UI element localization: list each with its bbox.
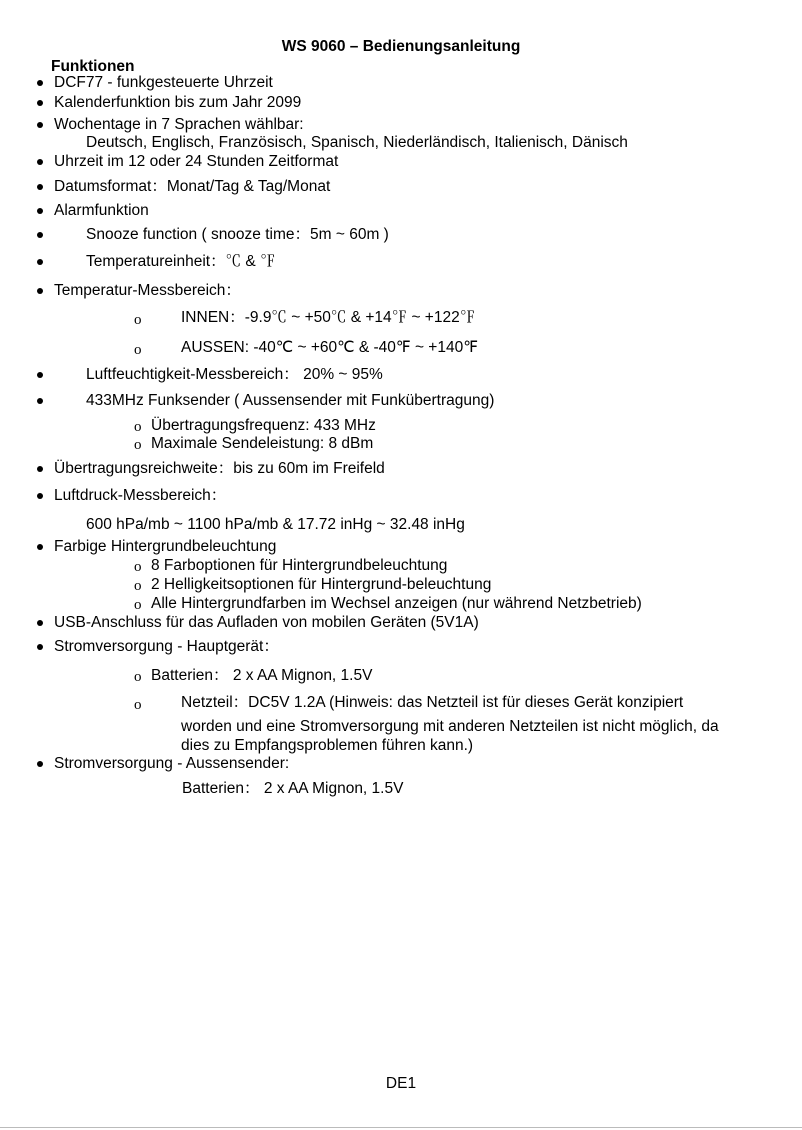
- feature-transmission-range: Übertragungsreichweite：bis zu 60m im Freifeld: [54, 460, 385, 477]
- backlight-colors: 8 Farboptionen für Hintergrundbeleuchtung: [151, 557, 448, 574]
- feature-time-format: Uhrzeit im 12 oder 24 Stunden Zeitformat: [54, 153, 339, 170]
- bullet: [37, 80, 43, 86]
- bullet: [37, 184, 43, 190]
- bullet: [37, 544, 43, 550]
- temperature-indoor: INNEN：-9.9℃ ~ +50℃ & +14℉ ~ +122℉: [181, 309, 476, 326]
- feature-snooze: Snooze function ( snooze time：5m ~ 60m ): [86, 226, 389, 243]
- power-sensor-batteries: Batterien： 2 x AA Mignon, 1.5V: [182, 780, 404, 797]
- bullet: [37, 761, 43, 767]
- bullet: [37, 493, 43, 499]
- bullet: [37, 398, 43, 404]
- page-bottom-rule: [0, 1127, 802, 1128]
- page-title: WS 9060 – Bedienungsanleitung: [281, 38, 521, 55]
- pressure-range-values: 600 hPa/mb ~ 1100 hPa/mb & 17.72 inHg ~ 32.48 inHg: [86, 516, 465, 533]
- bullet: [37, 232, 43, 238]
- feature-power-sensor: Stromversorgung - Aussensender:: [54, 755, 290, 772]
- bullet: [37, 122, 43, 128]
- bullet: [37, 159, 43, 165]
- backlight-brightness: 2 Helligkeitsoptionen für Hintergrund-beleuchtung: [151, 576, 492, 593]
- feature-dcf77: DCF77 - funkgesteuerte Uhrzeit: [54, 74, 273, 91]
- feature-alarm: Alarmfunktion: [54, 202, 149, 219]
- bullet: [37, 208, 43, 214]
- sub-bullet-marker: o: [134, 559, 142, 575]
- feature-calendar: Kalenderfunktion bis zum Jahr 2099: [54, 94, 302, 111]
- feature-power-main: Stromversorgung - Hauptgerät：: [54, 638, 279, 655]
- feature-date-format: Datumsformat：Monat/Tag & Tag/Monat: [54, 178, 331, 195]
- sub-bullet-marker: o: [134, 597, 142, 613]
- backlight-cycle: Alle Hintergrundfarben im Wechsel anzeigen (nur während Netzbetrieb): [151, 595, 642, 612]
- sub-bullet-marker: o: [134, 578, 142, 594]
- feature-pressure-range: Luftdruck-Messbereich：: [54, 487, 227, 504]
- transmitter-frequency: Übertragungsfrequenz: 433 MHz: [151, 417, 376, 434]
- feature-transmitter: 433MHz Funksender ( Aussensender mit Funkübertragung): [86, 392, 495, 409]
- feature-weekdays: Wochentage in 7 Sprachen wählbar:: [54, 116, 304, 133]
- sub-bullet-marker: o: [134, 312, 142, 328]
- sub-bullet-marker: o: [134, 342, 142, 358]
- page-number: DE1: [385, 1075, 417, 1092]
- bullet: [37, 100, 43, 106]
- feature-weekdays-languages: Deutsch, Englisch, Französisch, Spanisch, Niederländisch, Italienisch, Dänisch: [86, 134, 628, 151]
- bullet: [37, 644, 43, 650]
- power-main-batteries: Batterien： 2 x AA Mignon, 1.5V: [151, 667, 373, 684]
- sub-bullet-marker: o: [134, 669, 142, 685]
- sub-bullet-marker: o: [134, 437, 142, 453]
- bullet: [37, 372, 43, 378]
- bullet: [37, 259, 43, 265]
- power-main-adapter-note-2: dies zu Empfangsproblemen führen kann.): [181, 737, 474, 754]
- temperature-outdoor: AUSSEN: -40℃ ~ +60℃ & -40℉ ~ +140℉: [181, 339, 478, 356]
- feature-backlight: Farbige Hintergrundbeleuchtung: [54, 538, 277, 555]
- bullet: [37, 466, 43, 472]
- feature-usb: USB-Anschluss für das Aufladen von mobilen Geräten (5V1A): [54, 614, 479, 631]
- power-main-adapter-note-1: worden und eine Stromversorgung mit anderen Netzteilen ist nicht möglich, da: [181, 718, 719, 735]
- transmitter-power: Maximale Sendeleistung: 8 dBm: [151, 435, 374, 452]
- power-main-adapter: Netzteil：DC5V 1.2A (Hinweis: das Netzteil ist für dieses Gerät konzipiert: [181, 694, 684, 711]
- sub-bullet-marker: o: [134, 419, 142, 435]
- section-heading: Funktionen: [51, 58, 135, 75]
- sub-bullet-marker: o: [134, 697, 142, 713]
- feature-humidity-range: Luftfeuchtigkeit-Messbereich： 20% ~ 95%: [86, 366, 383, 383]
- bullet: [37, 288, 43, 294]
- feature-temperature-range: Temperatur-Messbereich：: [54, 282, 241, 299]
- feature-temperature-unit: Temperatureinheit：℃ & ℉: [86, 253, 276, 270]
- bullet: [37, 620, 43, 626]
